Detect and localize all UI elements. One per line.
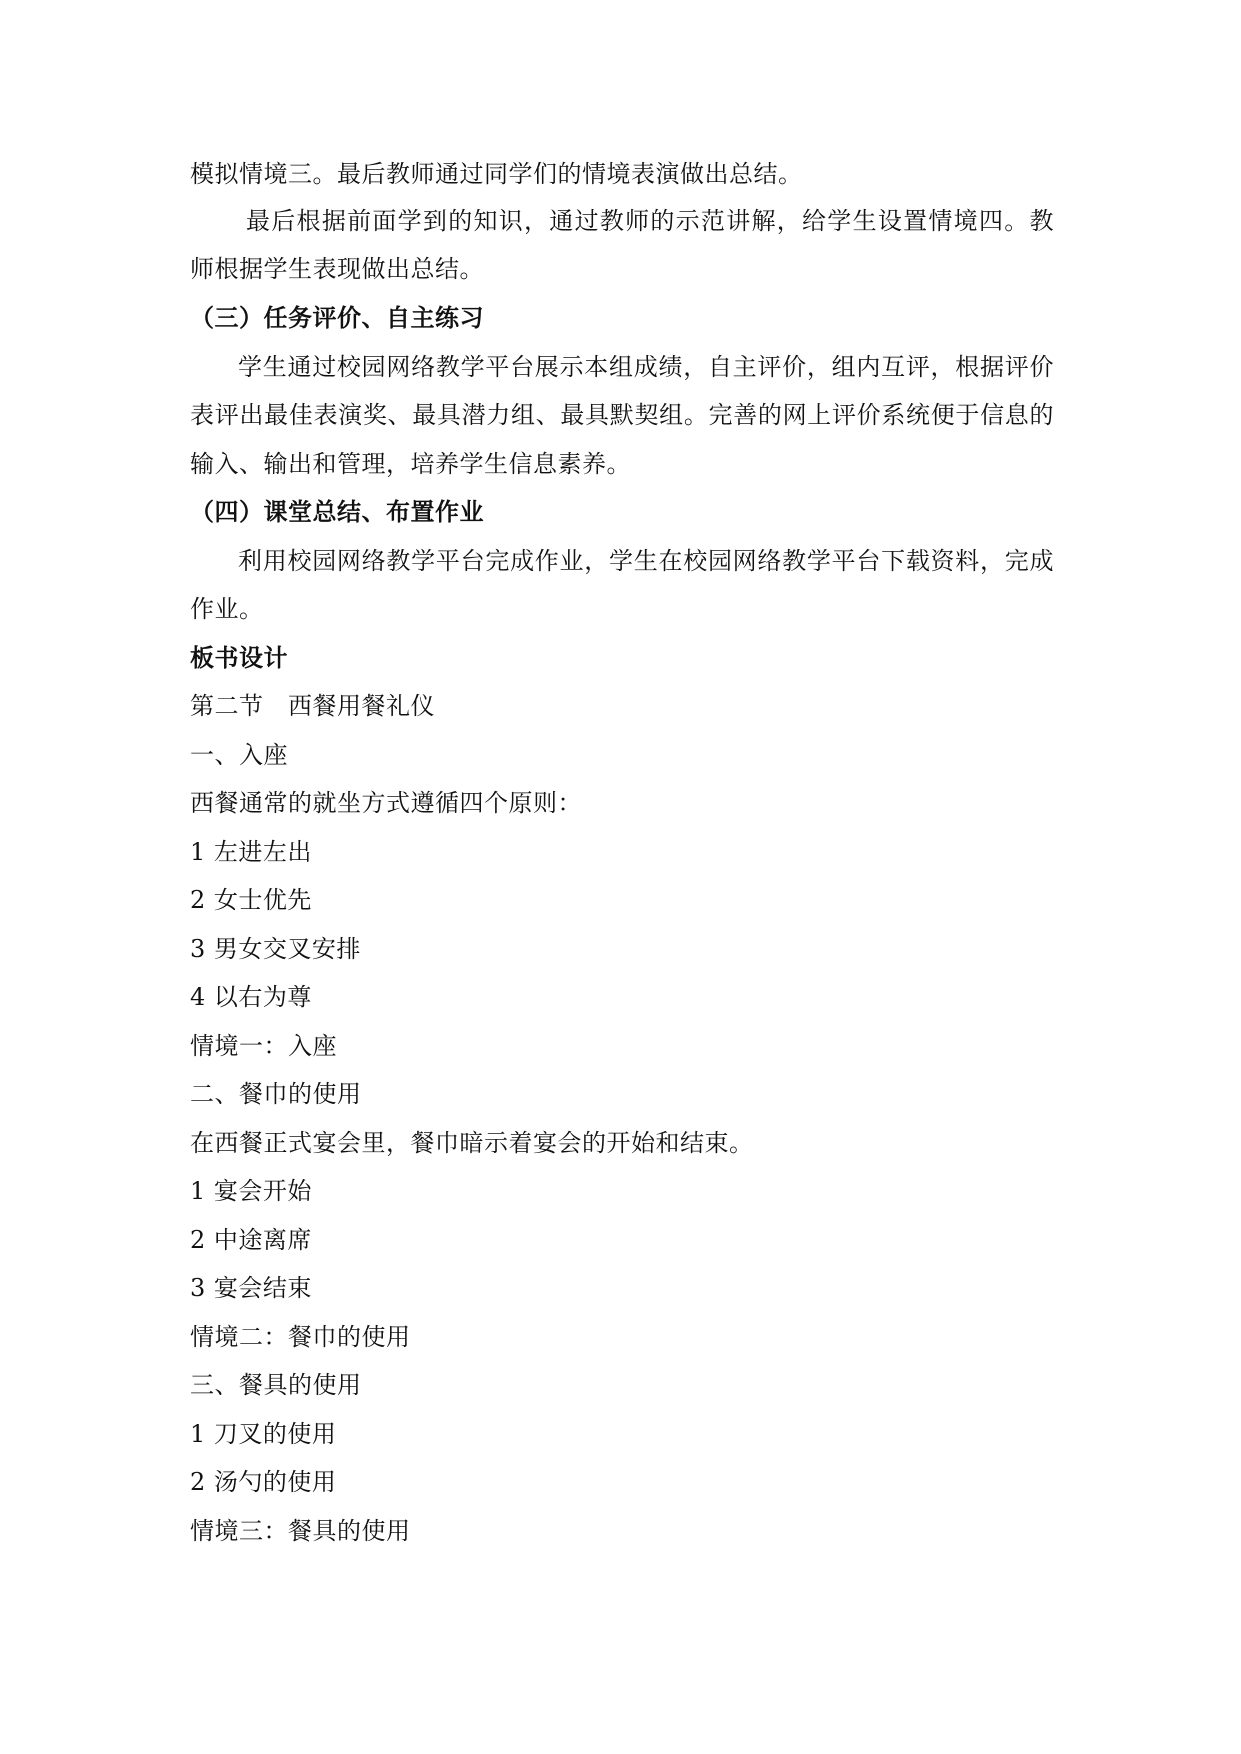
board-line: 三、餐具的使用 (190, 1371, 362, 1399)
paragraph-line: 表评出最佳表演奖、最具潜力组、最具默契组。完善的网上评价系统便于信息的 (190, 401, 1054, 429)
board-line: 2 汤勺的使用 (190, 1468, 337, 1496)
board-line: 3 宴会结束 (190, 1274, 312, 1302)
paragraph-line: 师根据学生表现做出总结。 (190, 255, 484, 283)
board-line: 4 以右为尊 (190, 983, 312, 1011)
board-line: 第二节 西餐用餐礼仪 (190, 692, 435, 720)
board-line: 一、入座 (190, 741, 288, 769)
board-line: 情境一：入座 (190, 1032, 337, 1060)
board-line: 1 宴会开始 (190, 1177, 312, 1205)
board-line: 2 中途离席 (190, 1226, 312, 1254)
board-line: 在西餐正式宴会里，餐巾暗示着宴会的开始和结束。 (190, 1129, 754, 1157)
board-line: 3 男女交叉安排 (190, 935, 361, 963)
board-line: 二、餐巾的使用 (190, 1080, 362, 1108)
paragraph-line: 输入、输出和管理，培养学生信息素养。 (190, 450, 631, 478)
board-line: 情境三：餐具的使用 (190, 1517, 411, 1545)
board-line: 西餐通常的就坐方式遵循四个原则： (190, 789, 582, 817)
section-heading: （三）任务评价、自主练习 (190, 304, 484, 332)
board-line: 1 刀叉的使用 (190, 1420, 337, 1448)
paragraph-line: 利用校园网络教学平台完成作业，学生在校园网络教学平台下载资料，完成 (238, 547, 1054, 575)
section-heading: （四）课堂总结、布置作业 (190, 498, 484, 526)
paragraph-line: 作业。 (190, 595, 264, 623)
board-line: 2 女士优先 (190, 886, 312, 914)
board-line: 1 左进左出 (190, 838, 312, 866)
board-design-heading: 板书设计 (190, 644, 288, 672)
board-line: 情境二：餐巾的使用 (190, 1323, 411, 1351)
paragraph-line: 最后根据前面学到的知识，通过教师的示范讲解，给学生设置情境四。教 (246, 207, 1054, 235)
paragraph-line: 模拟情境三。最后教师通过同学们的情境表演做出总结。 (190, 160, 803, 188)
paragraph-line: 学生通过校园网络教学平台展示本组成绩，自主评价，组内互评，根据评价 (238, 353, 1054, 381)
